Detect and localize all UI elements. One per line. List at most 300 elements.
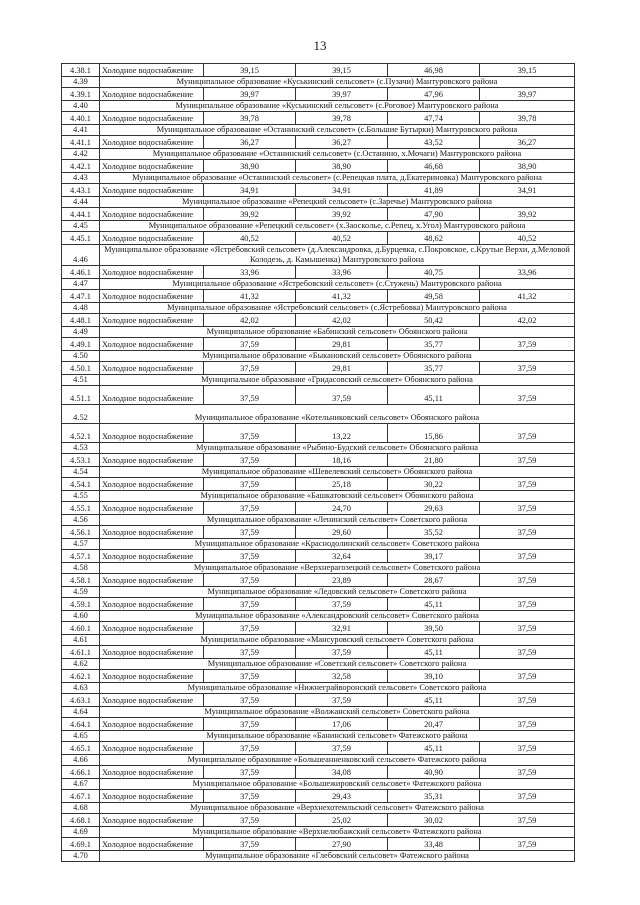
tariff-value-2: 29,43 (296, 790, 388, 803)
municipality-row (62, 779, 575, 790)
tariff-value-2: 39,97 (296, 88, 388, 101)
row-number: 4.51 (62, 375, 100, 386)
tariff-value-3: 30,22 (388, 478, 480, 491)
municipality-row (62, 827, 575, 838)
service-name: Холодное водоснабжение (100, 266, 204, 279)
municipality-row (62, 125, 575, 136)
municipality-row (62, 563, 575, 574)
row-number: 4.58 (62, 563, 100, 574)
service-name: Холодное водоснабжение (100, 184, 204, 197)
tariff-row (62, 64, 575, 77)
tariff-value-1: 37,59 (204, 694, 296, 707)
tariff-value-2: 34,08 (296, 766, 388, 779)
tariff-value-4: 37,59 (480, 814, 575, 827)
tariff-row (62, 424, 575, 443)
tariff-value-3: 35,31 (388, 790, 480, 803)
row-number: 4.52.1 (62, 424, 100, 443)
municipality-title: Муниципальное образование «Репецкий сельсовет» (с.Заречье) Мантуровского района (100, 197, 575, 208)
tariff-value-2: 36,27 (296, 136, 388, 149)
tariff-row (62, 502, 575, 515)
service-name: Холодное водоснабжение (100, 88, 204, 101)
row-number: 4.49.1 (62, 338, 100, 351)
tariff-value-2: 42,02 (296, 314, 388, 327)
tariff-row (62, 266, 575, 279)
tariff-value-1: 37,59 (204, 718, 296, 731)
row-number: 4.42.1 (62, 160, 100, 173)
service-name: Холодное водоснабжение (100, 790, 204, 803)
tariff-value-2: 25,18 (296, 478, 388, 491)
row-number: 4.54 (62, 467, 100, 478)
tariff-value-2: 38,90 (296, 160, 388, 173)
tariff-value-3: 33,48 (388, 838, 480, 851)
row-number: 4.45 (62, 221, 100, 232)
tariff-value-2: 37,59 (296, 694, 388, 707)
tariff-value-4: 41,32 (480, 290, 575, 303)
service-name: Холодное водоснабжение (100, 574, 204, 587)
municipality-title: Муниципальное образование «Верхнехотемльский сельсовет» Фатежского района (100, 803, 575, 814)
municipality-row (62, 245, 575, 266)
tariff-value-3: 47,90 (388, 208, 480, 221)
municipality-row (62, 515, 575, 526)
tariff-value-4: 37,59 (480, 838, 575, 851)
municipality-title: Муниципальное образование «Куськинский сельсовет» (с.Роговое) Мантуровского района (100, 101, 575, 112)
service-name: Холодное водоснабжение (100, 454, 204, 467)
tariff-value-1: 34,91 (204, 184, 296, 197)
tariff-value-1: 33,96 (204, 266, 296, 279)
service-name: Холодное водоснабжение (100, 290, 204, 303)
service-name: Холодное водоснабжение (100, 622, 204, 635)
tariff-value-4: 36,27 (480, 136, 575, 149)
tariff-value-3: 39,17 (388, 550, 480, 563)
municipality-title: Муниципальное образование «Ленинский сельсовет» Советского района (100, 515, 575, 526)
tariff-value-2: 32,58 (296, 670, 388, 683)
row-number: 4.68.1 (62, 814, 100, 827)
tariff-row (62, 136, 575, 149)
row-number: 4.58.1 (62, 574, 100, 587)
municipality-title: Муниципальное образование «Репецкий сельсовет» (х.Заосколье, с.Репец, х.Угол) Мантуровского района (100, 221, 575, 232)
row-number: 4.42 (62, 149, 100, 160)
municipality-row (62, 635, 575, 646)
tariff-value-3: 15,86 (388, 424, 480, 443)
municipality-title: Муниципальное образование «Быкановский сельсовет» Обоянского района (100, 351, 575, 362)
tariff-value-1: 39,78 (204, 112, 296, 125)
tariff-value-2: 41,32 (296, 290, 388, 303)
municipality-row (62, 443, 575, 454)
tariff-value-4: 37,59 (480, 362, 575, 375)
service-name: Холодное водоснабжение (100, 362, 204, 375)
tariff-value-3: 39,50 (388, 622, 480, 635)
tariff-value-4: 37,59 (480, 694, 575, 707)
row-number: 4.57 (62, 539, 100, 550)
row-number: 4.60.1 (62, 622, 100, 635)
municipality-title: Муниципальное образование «Банинский сельсовет» Фатежского района (100, 731, 575, 742)
municipality-row (62, 375, 575, 386)
municipality-title: Муниципальное образование «Ястребовский сельсовет» (д.Александровка, д.Бурцевка, с.Покровское, с.Крутые Верхи, д.Меловой Колодезь, д. Камышенка) Мантуровского района (100, 245, 575, 266)
tariff-value-2: 39,15 (296, 64, 388, 77)
municipality-row (62, 279, 575, 290)
tariff-row (62, 314, 575, 327)
service-name: Холодное водоснабжение (100, 718, 204, 731)
tariff-value-4: 40,52 (480, 232, 575, 245)
tariff-value-4: 37,59 (480, 550, 575, 563)
tariff-value-3: 29,63 (388, 502, 480, 515)
tariff-value-2: 37,59 (296, 646, 388, 659)
tariff-value-1: 37,59 (204, 574, 296, 587)
row-number: 4.40.1 (62, 112, 100, 125)
tariff-value-3: 49,58 (388, 290, 480, 303)
row-number: 4.41 (62, 125, 100, 136)
tariff-value-4: 37,59 (480, 338, 575, 351)
municipality-title: Муниципальное образование «Александровский сельсовет» Советского района (100, 611, 575, 622)
municipality-title: Муниципальное образование «Краснодолинский сельсовет» Советского района (100, 539, 575, 550)
tariff-value-3: 46,68 (388, 160, 480, 173)
tariff-value-4: 34,91 (480, 184, 575, 197)
municipality-row (62, 467, 575, 478)
tariff-value-4: 37,59 (480, 424, 575, 443)
municipality-title: Муниципальное образование «Ястребовский сельсовет» (с.Стужень) Мантуровского района (100, 279, 575, 290)
row-number: 4.44.1 (62, 208, 100, 221)
tariff-value-2: 39,92 (296, 208, 388, 221)
tariff-value-4: 37,59 (480, 526, 575, 539)
tariff-row (62, 112, 575, 125)
row-number: 4.49 (62, 327, 100, 338)
service-name: Холодное водоснабжение (100, 550, 204, 563)
municipality-title: Муниципальное образование «Ледовский сельсовет» Советского района (100, 587, 575, 598)
row-number: 4.39.1 (62, 88, 100, 101)
tariff-value-4: 37,59 (480, 622, 575, 635)
tariff-value-3: 50,42 (388, 314, 480, 327)
row-number: 4.61.1 (62, 646, 100, 659)
tariff-row (62, 838, 575, 851)
service-name: Холодное водоснабжение (100, 742, 204, 755)
row-number: 4.50 (62, 351, 100, 362)
row-number: 4.67 (62, 779, 100, 790)
municipality-row (62, 803, 575, 814)
row-number: 4.70 (62, 851, 100, 862)
tariff-value-3: 47,74 (388, 112, 480, 125)
tariff-value-4: 39,78 (480, 112, 575, 125)
tariff-table-body (62, 64, 575, 862)
tariff-value-3: 20,47 (388, 718, 480, 731)
tariff-row (62, 766, 575, 779)
tariff-row (62, 362, 575, 375)
service-name: Холодное водоснабжение (100, 598, 204, 611)
tariff-value-2: 33,96 (296, 266, 388, 279)
service-name: Холодное водоснабжение (100, 424, 204, 443)
row-number: 4.46.1 (62, 266, 100, 279)
tariff-row (62, 622, 575, 635)
row-number: 4.55 (62, 491, 100, 502)
service-name: Холодное водоснабжение (100, 386, 204, 405)
tariff-value-1: 38,90 (204, 160, 296, 173)
tariff-value-2: 13,22 (296, 424, 388, 443)
row-number: 4.47.1 (62, 290, 100, 303)
tariff-row (62, 742, 575, 755)
row-number: 4.66.1 (62, 766, 100, 779)
row-number: 4.57.1 (62, 550, 100, 563)
row-number: 4.67.1 (62, 790, 100, 803)
tariff-row (62, 718, 575, 731)
tariff-value-4: 37,59 (480, 718, 575, 731)
tariff-row (62, 526, 575, 539)
tariff-value-2: 29,60 (296, 526, 388, 539)
municipality-row (62, 173, 575, 184)
tariff-value-1: 37,59 (204, 766, 296, 779)
municipality-row (62, 539, 575, 550)
row-number: 4.69.1 (62, 838, 100, 851)
service-name: Холодное водоснабжение (100, 502, 204, 515)
service-name: Холодное водоснабжение (100, 136, 204, 149)
municipality-row (62, 587, 575, 598)
tariff-row (62, 290, 575, 303)
tariff-row (62, 574, 575, 587)
tariff-row (62, 598, 575, 611)
tariff-row (62, 160, 575, 173)
tariff-value-4: 37,59 (480, 766, 575, 779)
row-number: 4.64.1 (62, 718, 100, 731)
tariff-row (62, 232, 575, 245)
tariff-value-2: 24,70 (296, 502, 388, 515)
municipality-row (62, 197, 575, 208)
tariff-value-4: 37,59 (480, 478, 575, 491)
tariff-row (62, 670, 575, 683)
row-number: 4.38.1 (62, 64, 100, 77)
municipality-title: Муниципальное образование «Башкатовский сельсовет» Обоянского района (100, 491, 575, 502)
row-number: 4.69 (62, 827, 100, 838)
tariff-value-2: 32,91 (296, 622, 388, 635)
tariff-value-1: 39,97 (204, 88, 296, 101)
municipality-title: Муниципальное образование «Глебовский сельсовет» Фатежского района (100, 851, 575, 862)
municipality-title: Муниципальное образование «Останинский сельсовет» (с.Репецкая плата, д.Екатериновка) Мантуровского района (100, 173, 575, 184)
service-name: Холодное водоснабжение (100, 232, 204, 245)
tariff-value-3: 21,80 (388, 454, 480, 467)
tariff-row (62, 338, 575, 351)
municipality-title: Муниципальное образование «Шевелевский сельсовет» Обоянского района (100, 467, 575, 478)
municipality-title: Муниципальное образование «Большеанненковский сельсовет» Фатежского района (100, 755, 575, 766)
tariff-row (62, 646, 575, 659)
municipality-title: Муниципальное образование «Мансуровский сельсовет» Советского района (100, 635, 575, 646)
tariff-value-1: 37,59 (204, 386, 296, 405)
row-number: 4.65 (62, 731, 100, 742)
tariff-value-3: 48,62 (388, 232, 480, 245)
tariff-value-2: 29,81 (296, 362, 388, 375)
service-name: Холодное водоснабжение (100, 314, 204, 327)
tariff-value-3: 30,02 (388, 814, 480, 827)
service-name: Холодное водоснабжение (100, 478, 204, 491)
row-number: 4.53.1 (62, 454, 100, 467)
municipality-title: Муниципальное образование «Большежировский сельсовет» Фатежского района (100, 779, 575, 790)
tariff-value-4: 39,92 (480, 208, 575, 221)
tariff-value-2: 32,64 (296, 550, 388, 563)
row-number: 4.47 (62, 279, 100, 290)
row-number: 4.52 (62, 405, 100, 424)
service-name: Холодное водоснабжение (100, 160, 204, 173)
service-name: Холодное водоснабжение (100, 766, 204, 779)
municipality-title: Муниципальное образование «Гридасовский сельсовет» Обоянского района (100, 375, 575, 386)
row-number: 4.68 (62, 803, 100, 814)
municipality-row (62, 491, 575, 502)
municipality-title: Муниципальное образование «Советский сельсовет» Советского района (100, 659, 575, 670)
tariff-value-3: 45,11 (388, 694, 480, 707)
tariff-value-3: 40,90 (388, 766, 480, 779)
tariff-value-2: 18,16 (296, 454, 388, 467)
row-number: 4.56.1 (62, 526, 100, 539)
municipality-row (62, 77, 575, 88)
tariff-value-1: 37,59 (204, 622, 296, 635)
municipality-title: Муниципальное образование «Нижнеграйворонский сельсовет» Советского района (100, 683, 575, 694)
tariff-value-4: 37,59 (480, 574, 575, 587)
tariff-value-2: 40,52 (296, 232, 388, 245)
tariff-value-2: 23,89 (296, 574, 388, 587)
tariff-value-2: 25,02 (296, 814, 388, 827)
row-number: 4.59 (62, 587, 100, 598)
row-number: 4.66 (62, 755, 100, 766)
tariff-value-3: 41,89 (388, 184, 480, 197)
tariff-value-1: 37,59 (204, 502, 296, 515)
municipality-row (62, 101, 575, 112)
tariff-value-1: 37,59 (204, 362, 296, 375)
row-number: 4.63.1 (62, 694, 100, 707)
tariff-value-1: 37,59 (204, 526, 296, 539)
tariff-value-1: 36,27 (204, 136, 296, 149)
tariff-value-4: 37,59 (480, 742, 575, 755)
tariff-table (61, 63, 575, 862)
tariff-value-3: 35,77 (388, 362, 480, 375)
tariff-value-1: 39,15 (204, 64, 296, 77)
row-number: 4.48.1 (62, 314, 100, 327)
row-number: 4.63 (62, 683, 100, 694)
municipality-title: Муниципальное образование «Рыбино-Будский сельсовет» Обоянского района (100, 443, 575, 454)
tariff-value-1: 41,32 (204, 290, 296, 303)
tariff-row (62, 478, 575, 491)
tariff-value-4: 33,96 (480, 266, 575, 279)
row-number: 4.64 (62, 707, 100, 718)
tariff-row (62, 814, 575, 827)
tariff-row (62, 550, 575, 563)
service-name: Холодное водоснабжение (100, 208, 204, 221)
municipality-row (62, 221, 575, 232)
tariff-value-2: 27,90 (296, 838, 388, 851)
tariff-value-3: 28,67 (388, 574, 480, 587)
tariff-value-4: 39,97 (480, 88, 575, 101)
tariff-value-1: 40,52 (204, 232, 296, 245)
tariff-value-2: 29,81 (296, 338, 388, 351)
tariff-value-4: 37,59 (480, 386, 575, 405)
tariff-row (62, 88, 575, 101)
municipality-title: Муниципальное образование «Бабинский сельсовет» Обоянского района (100, 327, 575, 338)
tariff-value-3: 47,96 (388, 88, 480, 101)
tariff-row (62, 694, 575, 707)
service-name: Холодное водоснабжение (100, 112, 204, 125)
tariff-row (62, 184, 575, 197)
tariff-value-2: 37,59 (296, 742, 388, 755)
tariff-value-3: 39,10 (388, 670, 480, 683)
tariff-value-4: 37,59 (480, 790, 575, 803)
municipality-row (62, 683, 575, 694)
municipality-row (62, 659, 575, 670)
municipality-title: Муниципальное образование «Ястребовский сельсовет» (с.Ястребовка) Мантуровского района (100, 303, 575, 314)
tariff-value-1: 37,59 (204, 424, 296, 443)
row-number: 4.53 (62, 443, 100, 454)
tariff-value-2: 37,59 (296, 386, 388, 405)
tariff-value-1: 39,92 (204, 208, 296, 221)
municipality-row (62, 327, 575, 338)
municipality-title: Муниципальное образование «Волжанский сельсовет» Советского района (100, 707, 575, 718)
municipality-title: Муниципальное образование «Останинский сельсовет» (с.Большие Бутырки) Мантуровского района (100, 125, 575, 136)
tariff-value-2: 34,91 (296, 184, 388, 197)
tariff-value-4: 38,90 (480, 160, 575, 173)
municipality-row (62, 405, 575, 424)
tariff-value-1: 37,59 (204, 670, 296, 683)
service-name: Холодное водоснабжение (100, 694, 204, 707)
municipality-row (62, 731, 575, 742)
row-number: 4.40 (62, 101, 100, 112)
tariff-value-3: 45,11 (388, 386, 480, 405)
tariff-value-1: 37,59 (204, 338, 296, 351)
municipality-title: Муниципальное образование «Верхнелюбажский сельсовет» Фатежского района (100, 827, 575, 838)
row-number: 4.62.1 (62, 670, 100, 683)
tariff-value-3: 40,75 (388, 266, 480, 279)
tariff-value-3: 46,98 (388, 64, 480, 77)
municipality-title: Муниципальное образование «Куськинский сельсовет» (с.Пузачи) Мантуровского района (100, 77, 575, 88)
tariff-value-1: 37,59 (204, 598, 296, 611)
tariff-row (62, 454, 575, 467)
municipality-row (62, 611, 575, 622)
row-number: 4.55.1 (62, 502, 100, 515)
service-name: Холодное водоснабжение (100, 814, 204, 827)
tariff-value-4: 37,59 (480, 670, 575, 683)
row-number: 4.46 (62, 245, 100, 266)
tariff-value-4: 37,59 (480, 598, 575, 611)
tariff-value-1: 37,59 (204, 790, 296, 803)
tariff-value-3: 45,11 (388, 742, 480, 755)
row-number: 4.43 (62, 173, 100, 184)
row-number: 4.39 (62, 77, 100, 88)
tariff-value-3: 35,77 (388, 338, 480, 351)
row-number: 4.62 (62, 659, 100, 670)
tariff-row (62, 386, 575, 405)
tariff-value-4: 39,15 (480, 64, 575, 77)
tariff-value-2: 17,06 (296, 718, 388, 731)
row-number: 4.65.1 (62, 742, 100, 755)
tariff-value-3: 45,11 (388, 646, 480, 659)
tariff-value-4: 37,59 (480, 646, 575, 659)
row-number: 4.41.1 (62, 136, 100, 149)
tariff-value-1: 37,59 (204, 454, 296, 467)
tariff-value-1: 37,59 (204, 478, 296, 491)
tariff-value-1: 42,02 (204, 314, 296, 327)
row-number: 4.50.1 (62, 362, 100, 375)
tariff-value-1: 37,59 (204, 550, 296, 563)
municipality-row (62, 351, 575, 362)
tariff-row (62, 790, 575, 803)
municipality-title: Муниципальное образование «Верхнерагозецкий сельсовет» Советского района (100, 563, 575, 574)
tariff-value-3: 43,52 (388, 136, 480, 149)
row-number: 4.59.1 (62, 598, 100, 611)
service-name: Холодное водоснабжение (100, 646, 204, 659)
tariff-value-1: 37,59 (204, 838, 296, 851)
row-number: 4.45.1 (62, 232, 100, 245)
row-number: 4.51.1 (62, 386, 100, 405)
municipality-row (62, 303, 575, 314)
tariff-value-3: 45,11 (388, 598, 480, 611)
municipality-title: Муниципальное образование «Котельниковский сельсовет» Обоянского района (100, 405, 575, 424)
tariff-value-4: 37,59 (480, 454, 575, 467)
tariff-row (62, 208, 575, 221)
tariff-value-4: 42,02 (480, 314, 575, 327)
service-name: Холодное водоснабжение (100, 64, 204, 77)
tariff-value-3: 35,52 (388, 526, 480, 539)
